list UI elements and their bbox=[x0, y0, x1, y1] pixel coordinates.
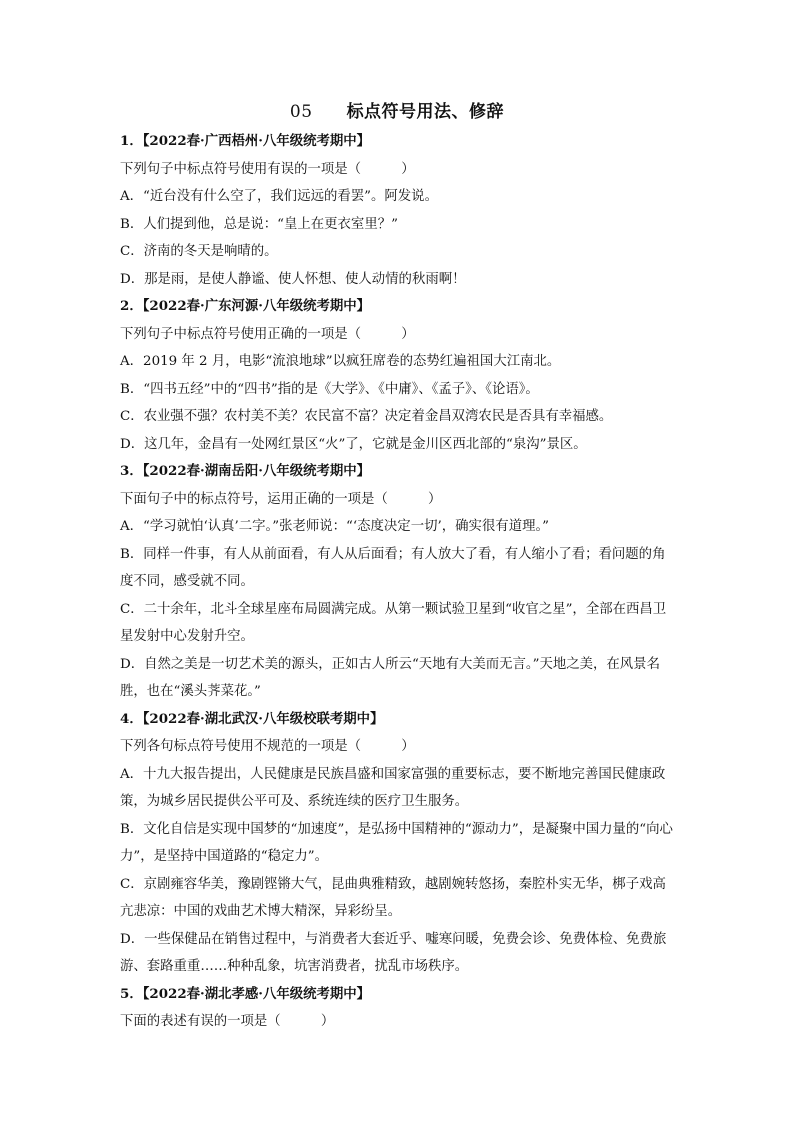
section-number: 05 bbox=[289, 102, 313, 122]
option-c: C．农业强不强？农村美不美？农民富不富？决定着金昌双湾农民是否具有幸福感。 bbox=[120, 409, 613, 424]
question-2 bbox=[120, 293, 676, 458]
question-stem: 下列各句标点符号使用不规范的一项是（ ） bbox=[120, 739, 415, 754]
question-3 bbox=[120, 458, 676, 706]
option-a: A．“近台没有什么空了，我们远远的看罢”。阿发说。 bbox=[120, 189, 438, 204]
question-stem: 下列句子中标点符号使用正确的一项是（ ） bbox=[120, 326, 415, 342]
question-4 bbox=[120, 706, 676, 981]
option-b: B．人们提到他，总是说：“皇上在更衣室里？” bbox=[120, 216, 398, 232]
section-title: 标点符号用法、修辞 bbox=[346, 102, 505, 122]
page-title bbox=[0, 97, 794, 122]
question-1 bbox=[120, 128, 676, 293]
option-a: A．“学习就怕‘认真’二字。”张老师说：“‘态度决定一切’，确实很有道理。” bbox=[120, 519, 550, 534]
question-stem: 下面的表述有误的一项是（ ） bbox=[120, 1014, 335, 1029]
option-d: D．自然之美是一切艺术美的源头，正如古人所云“天地有大美而无言。”天地之美，在风景名胜，也在“溪头荠菜花。” bbox=[120, 656, 660, 699]
question-header: 3．【2022春·湖南岳阳·八年级统考期中】 bbox=[120, 463, 371, 479]
option-c: C．二十余年，北斗全球星座布局圆满完成。从第一颗试验卫星到“收官之星”，全部在西昌卫星发射中心发射升空。 bbox=[120, 601, 667, 644]
question-header: 2．【2022春·广东河源·八年级统考期中】 bbox=[120, 298, 371, 314]
question-5 bbox=[120, 981, 676, 1036]
question-stem: 下面句子中的标点符号，运用正确的一项是（ ） bbox=[120, 491, 442, 507]
question-stem: 下列句子中标点符号使用有误的一项是（ ） bbox=[120, 161, 415, 177]
option-b: B．“四书五经”中的“四书”指的是《大学》、《中庸》、《孟子》、《论语》。 bbox=[120, 381, 539, 397]
option-d: D．那是雨，是使人静谧、使人怀想、使人动情的秋雨啊！ bbox=[120, 271, 466, 287]
option-c: C．济南的冬天是响晴的。 bbox=[120, 244, 278, 259]
question-header: 4．【2022春·湖北武汉·八年级校联考期中】 bbox=[120, 710, 384, 727]
option-b: B．同样一件事，有人从前面看，有人从后面看；有人放大了看，有人缩小了看；看问题的角度不同，感受就不同。 bbox=[120, 546, 666, 589]
option-c: C．京剧雍容华美，豫剧铿锵大气，昆曲典雅精致，越剧婉转悠扬，秦腔朴实无华，梆子戏高亢悲凉：中国的戏曲艺术博大精深，异彩纷呈。 bbox=[120, 876, 666, 919]
option-d: D．一些保健品在销售过程中，与消费者大套近乎、嘘寒问暖，免费会诊、免费体检、免费旅游、套路重重……种种乱象，坑害消费者，扰乱市场秩序。 bbox=[120, 931, 667, 974]
option-b: B．文化自信是实现中国梦的“加速度”，是弘扬中国精神的“源动力”，是凝聚中国力量的“向心力”，是坚持中国道路的“稳定力”。 bbox=[120, 821, 673, 864]
option-a: A．2019 年 2 月，电影“流浪地球”以疯狂席卷的态势红遍祖国大江南北。 bbox=[120, 354, 561, 369]
option-a: A．十九大报告提出，人民健康是民族昌盛和国家富强的重要标志，要不断地完善国民健康政策，为城乡居民提供公平可及、系统连续的医疗卫生服务。 bbox=[120, 766, 666, 809]
question-header: 1．【2022春·广西梧州·八年级统考期中】 bbox=[120, 133, 371, 149]
question-list bbox=[120, 128, 676, 1036]
question-header: 5．【2022春·湖北孝感·八年级统考期中】 bbox=[120, 985, 371, 1002]
option-d: D．这几年，金昌有一处网红景区“火”了，它就是金川区西北部的“泉沟”景区。 bbox=[120, 436, 587, 452]
